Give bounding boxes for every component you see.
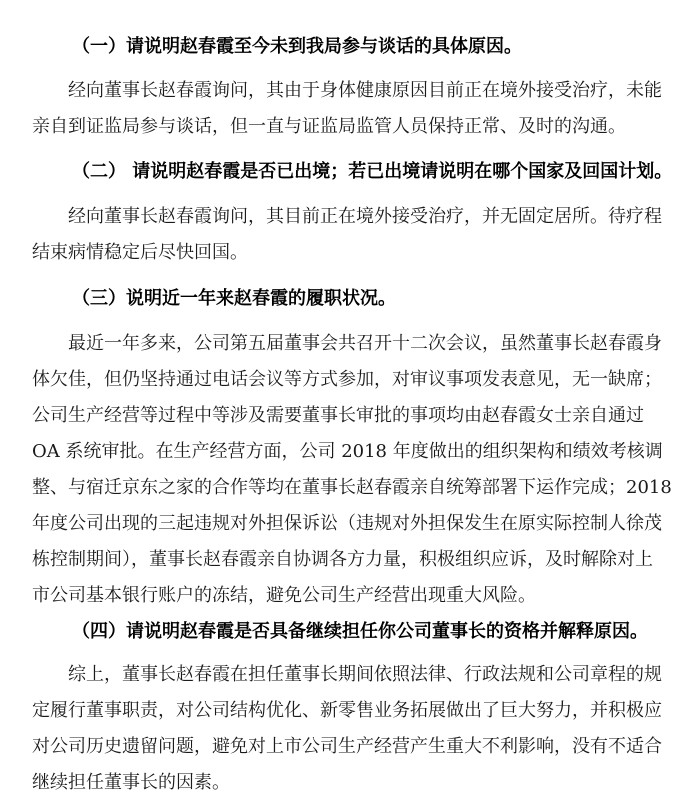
section-heading-1: （一）请说明赵春霞至今未到我局参与谈话的具体原因。 [72, 36, 522, 57]
body-line: 市公司基本银行账户的冻结，避免公司生产经营出现重大风险。 [32, 585, 536, 606]
body-line: 综上，董事长赵春霞在担任董事长期间依照法律、行政法规和公司章程的规 [68, 664, 662, 685]
section-heading-2: （二） 请说明赵春霞是否已出境；若已出境请说明在哪个国家及回国计划。 [72, 161, 673, 182]
section-body-2 [32, 199, 662, 271]
body-line: 经向董事长赵春霞询问，其目前正在境外接受治疗，并无固定居所。待疗程 [68, 206, 662, 227]
body-line: 亲自到证监局参与谈话，但一直与证监局监管人员保持正常、及时的沟通。 [32, 116, 626, 137]
body-line: 栋控制期间），董事长赵春霞亲自协调各方力量，积极组织应诉，及时解除对上 [32, 549, 653, 570]
body-line: 对公司历史遗留问题，避免对上市公司生产经营产生重大不利影响，没有不适合 [32, 736, 662, 757]
body-line: 体欠佳，但仍坚持通过电话会议等方式参加，对审议事项发表意见，无一缺席； [32, 369, 662, 390]
section-body-3 [32, 326, 672, 614]
section-heading-3: （三）说明近一年来赵春霞的履职状况。 [72, 288, 396, 309]
body-line: 结束病情稳定后尽快回国。 [32, 242, 248, 263]
body-line: OA 系统审批。在生产经营方面，公司 2018 年度做出的组织架构和绩效考核调 [32, 441, 663, 462]
body-line: 经向董事长赵春霞询问，其由于身体健康原因目前正在境外接受治疗，未能 [68, 80, 662, 101]
body-line: 继续担任董事长的因素。 [32, 772, 230, 793]
section-body-4 [32, 657, 662, 801]
section-heading-4: （四）请说明赵春霞是否具备继续担任你公司董事长的资格并解释原因。 [72, 621, 648, 642]
section-body-1 [32, 73, 662, 145]
body-line: 整、与宿迁京东之家的合作等均在董事长赵春霞亲自统筹部署下运作完成；2018 [32, 477, 672, 498]
body-line: 定履行董事职责，对公司结构优化、新零售业务拓展做出了巨大努力，并积极应 [32, 700, 662, 721]
body-line: 公司生产经营等过程中等涉及需要董事长审批的事项均由赵春霞女士亲自通过 [32, 405, 644, 426]
body-line: 最近一年多来，公司第五届董事会共召开十二次会议，虽然董事长赵春霞身 [68, 333, 662, 354]
body-line: 年度公司出现的三起违规对外担保诉讼（违规对外担保发生在原实际控制人徐茂 [32, 513, 662, 534]
